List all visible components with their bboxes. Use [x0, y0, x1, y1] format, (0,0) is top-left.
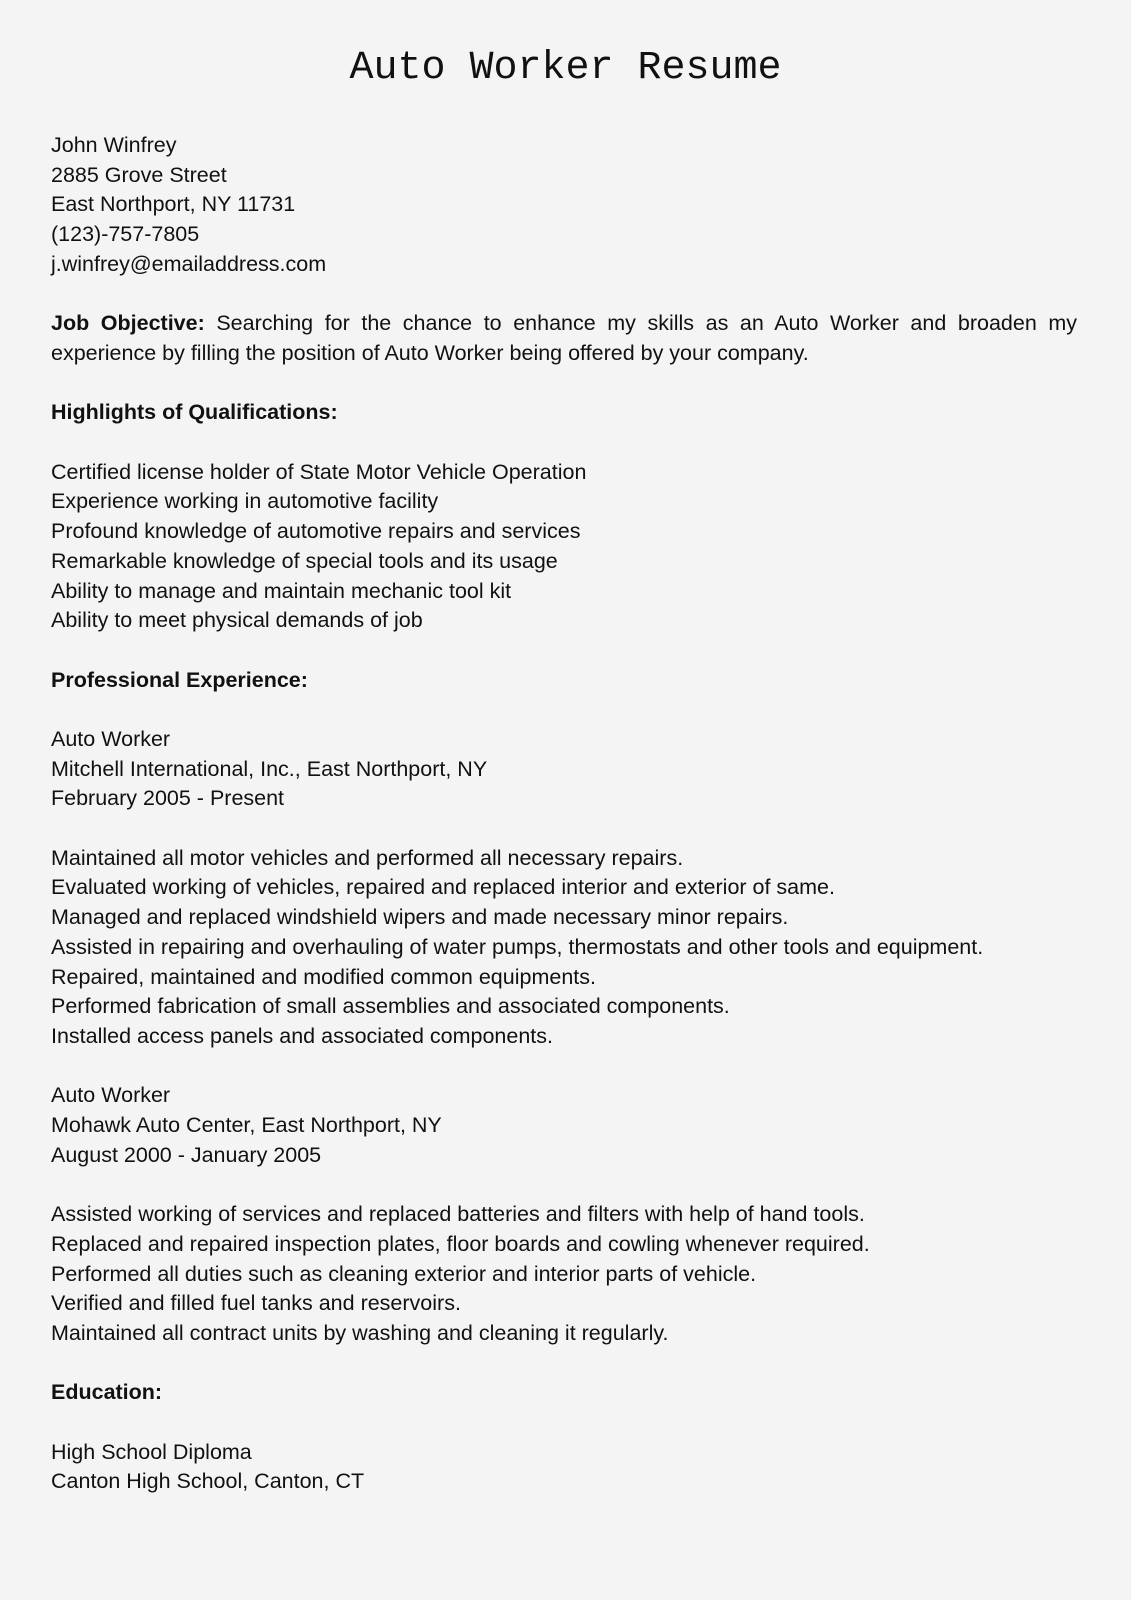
list-item: Experience working in automotive facility	[51, 489, 439, 514]
job-duty: Assisted in repairing and overhauling of water pumps, thermostats and other tools and equipment.	[51, 934, 984, 959]
job-duty: Repaired, maintained and modified common equipments.	[51, 964, 596, 989]
contact-street: 2885 Grove Street	[51, 162, 227, 187]
list-item: Ability to meet physical demands of job	[51, 608, 423, 633]
list-item: Ability to manage and maintain mechanic tool kit	[51, 578, 512, 603]
job-entry	[51, 725, 1077, 1052]
job-dates: August 2000 - January 2005	[51, 1142, 322, 1167]
objective-text: Searching for the chance to enhance my skills as an Auto Worker and broaden my experience by filling the position of Auto Worker being offered by your company.	[51, 311, 1077, 365]
job-objective	[51, 309, 1077, 368]
contact-block	[51, 131, 1077, 280]
job-duty: Maintained all motor vehicles and performed all necessary repairs.	[51, 845, 684, 870]
job-duty: Verified and filled fuel tanks and reservoirs.	[51, 1291, 461, 1316]
page-title: Auto Worker Resume	[349, 46, 782, 91]
job-dates: February 2005 - Present	[51, 786, 285, 811]
education-heading: Education:	[51, 1380, 163, 1405]
qualifications-list	[51, 458, 1077, 636]
job-title: Auto Worker	[51, 1083, 171, 1108]
job-duty: Performed all duties such as cleaning exterior and interior parts of vehicle.	[51, 1261, 757, 1286]
job-duty: Installed access panels and associated components.	[51, 1024, 553, 1048]
job-duty: Maintained all contract units by washing and cleaning it regularly.	[51, 1321, 669, 1345]
education-degree: High School Diploma	[51, 1439, 252, 1464]
contact-name: John Winfrey	[51, 133, 177, 157]
job-company: Mitchell International, Inc., East Northport, NY	[51, 756, 488, 781]
objective-label: Job Objective:	[51, 311, 205, 336]
job-duty: Managed and replaced windshield wipers and made necessary minor repairs.	[51, 905, 789, 930]
qualifications-heading: Highlights of Qualifications:	[51, 400, 338, 425]
job-duty: Evaluated working of vehicles, repaired and replaced interior and exterior of same.	[51, 875, 835, 900]
list-item: Remarkable knowledge of special tools and its usage	[51, 548, 558, 573]
job-duty: Replaced and repaired inspection plates, floor boards and cowling whenever required.	[51, 1231, 870, 1256]
resume-body	[51, 131, 1077, 1497]
education-school: Canton High School, Canton, CT	[51, 1469, 365, 1494]
contact-city: East Northport, NY 11731	[51, 192, 296, 217]
job-entry	[51, 1081, 1077, 1348]
job-duty: Performed fabrication of small assemblies and associated components.	[51, 994, 730, 1019]
contact-phone: (123)-757-7805	[51, 222, 200, 247]
job-duty: Assisted working of services and replaced batteries and filters with help of hand tools.	[51, 1202, 865, 1227]
list-item: Profound knowledge of automotive repairs and services	[51, 519, 581, 544]
list-item: Certified license holder of State Motor Vehicle Operation	[51, 459, 587, 484]
job-title: Auto Worker	[51, 726, 171, 751]
job-company: Mohawk Auto Center, East Northport, NY	[51, 1113, 442, 1138]
experience-heading: Professional Experience:	[51, 667, 308, 692]
education-block	[51, 1438, 1077, 1497]
contact-email: j.winfrey@emailaddress.com	[51, 251, 327, 276]
